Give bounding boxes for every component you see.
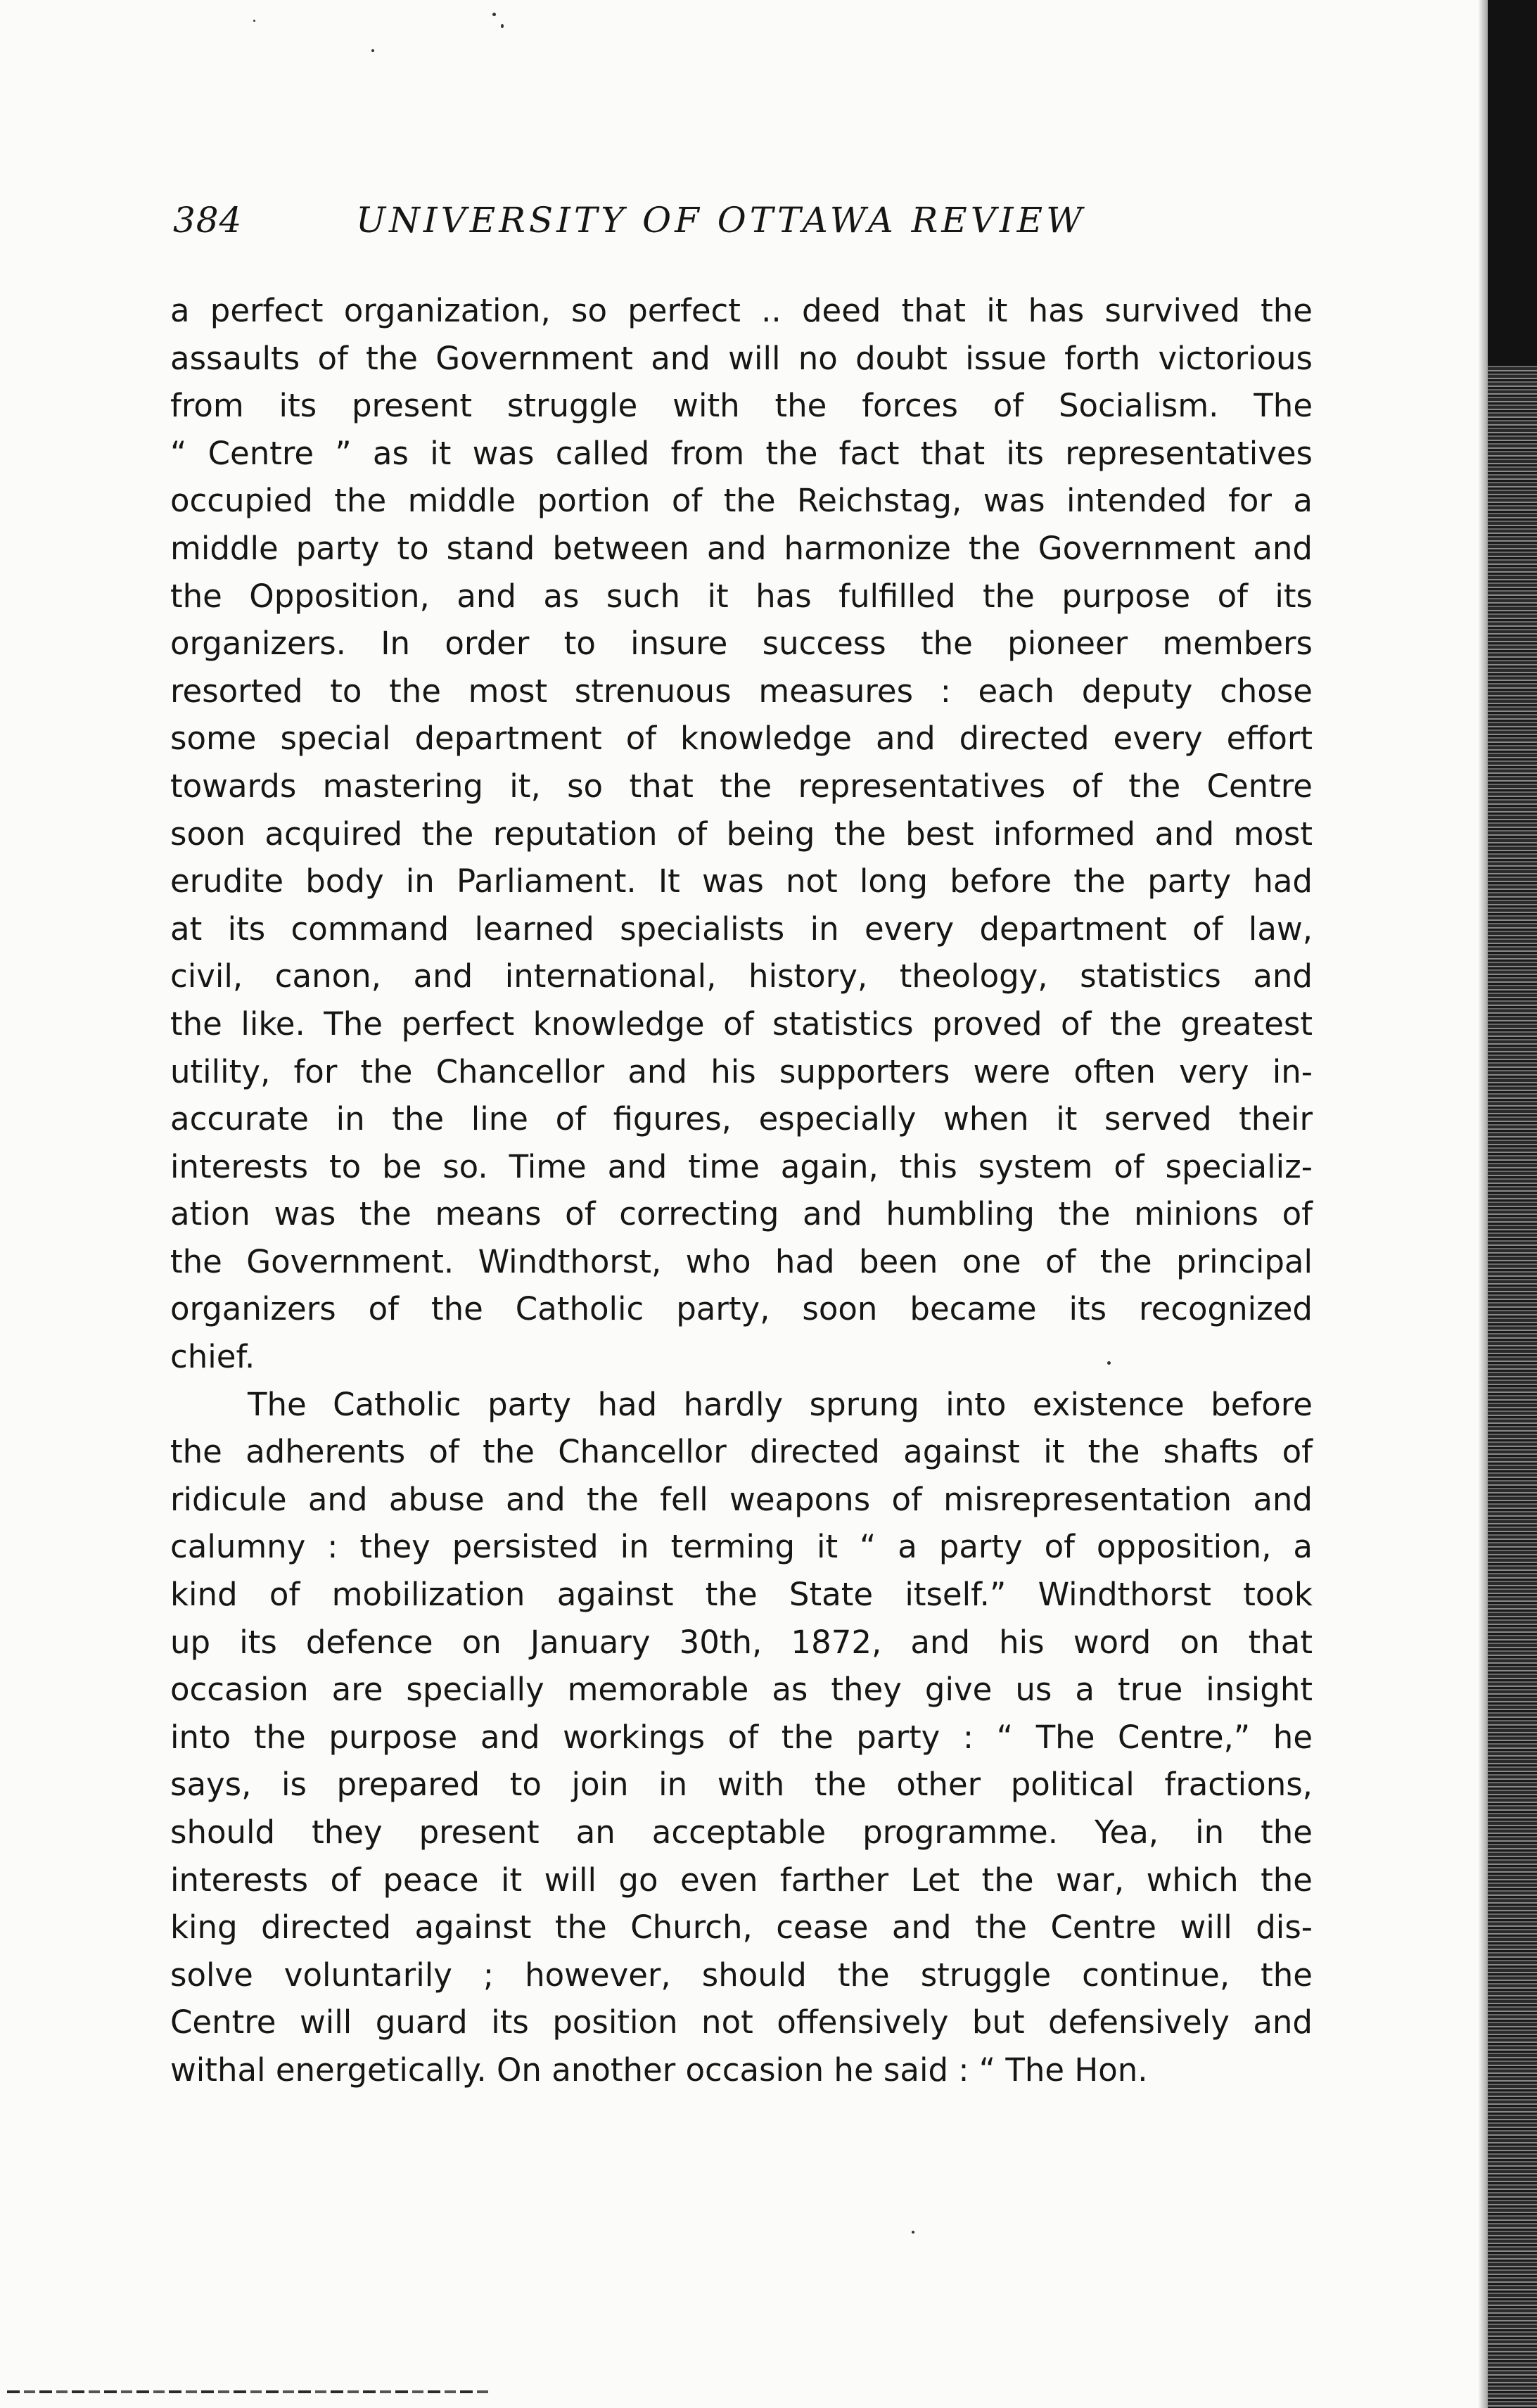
text-line: occasion are specially memorable as they give us a true insight <box>170 1671 1313 1709</box>
paragraph <box>170 1381 1313 2094</box>
text-line: soon acquired the reputation of being the best informed and most <box>170 815 1313 853</box>
text-line: the Opposition, and as such it has fulfilled the purpose of its <box>170 577 1313 615</box>
text-line: interests to be so. Time and time again, this system of specializ- <box>170 1147 1313 1185</box>
page-number: 384 <box>173 200 243 241</box>
text-line: at its command learned specialists in every department of law, <box>170 910 1313 948</box>
text-line: into the purpose and workings of the party : “ The Centre,” he <box>170 1718 1313 1756</box>
text-line: calumny : they persisted in terming it “ a party of opposition, a <box>170 1528 1313 1566</box>
text-line: Centre will guard its position not offensively but defensively and <box>170 2004 1313 2041</box>
scan-speck <box>371 49 374 52</box>
scan-speck <box>492 13 496 16</box>
text-line: a perfect organization, so perfect .. deed that it has survived the <box>170 292 1313 329</box>
text-line: chief. <box>170 1338 255 1376</box>
text-line: ation was the means of correcting and humbling the minions of <box>170 1195 1313 1233</box>
text-line: occupied the middle portion of the Reichstag, was intended for a <box>170 482 1313 520</box>
text-line: says, is prepared to join in with the other political fractions, <box>170 1766 1313 1804</box>
text-line: the Government. Windthorst, who had been one of the principal <box>170 1242 1313 1280</box>
text-line: organizers of the Catholic party, soon became its recognized <box>170 1290 1313 1328</box>
text-line: interests of peace it will go even farther Let the war, which the <box>170 1861 1313 1899</box>
text-line: solve voluntarily ; however, should the struggle continue, the <box>170 1956 1313 1994</box>
text-line: the like. The perfect knowledge of statistics proved of the greatest <box>170 1005 1313 1043</box>
paragraph <box>170 287 1313 1381</box>
text-line: organizers. In order to insure success the pioneer members <box>170 625 1313 663</box>
text-line: The Catholic party had hardly sprung into existence before <box>248 1385 1313 1423</box>
article-body <box>170 287 1313 2094</box>
text-line: accurate in the line of figures, especially when it served their <box>170 1100 1313 1138</box>
text-line: “ Centre ” as it was called from the fact that its representatives <box>170 434 1313 472</box>
running-title: UNIVERSITY OF OTTAWA REVIEW <box>356 200 1086 241</box>
scan-speck <box>253 20 255 22</box>
binding-shadow <box>1488 0 1537 366</box>
text-line: assaults of the Government and will no doubt issue forth victorious <box>170 339 1313 377</box>
text-line: resorted to the most strenuous measures : each deputy chose <box>170 672 1313 710</box>
text-line: some special department of knowledge and directed every effort <box>170 720 1313 758</box>
text-line: kind of mobilization against the State itself.” Windthorst took <box>170 1576 1313 1614</box>
text-line: utility, for the Chancellor and his supporters were often very in- <box>170 1052 1313 1090</box>
bottom-scan-rule <box>7 2390 492 2393</box>
text-line: erudite body in Parliament. It was not long before the party had <box>170 862 1313 900</box>
text-line: towards mastering it, so that the representatives of the Centre <box>170 767 1313 805</box>
page-header <box>173 200 1327 249</box>
text-line: middle party to stand between and harmonize the Government and <box>170 529 1313 567</box>
scan-speck <box>912 2231 914 2234</box>
text-line: civil, canon, and international, history, theology, statistics and <box>170 957 1313 995</box>
scan-speck <box>501 24 504 28</box>
text-line: should they present an acceptable programme. Yea, in the <box>170 1814 1313 1851</box>
text-line: ridicule and abuse and the fell weapons of misrepresentation and <box>170 1480 1313 1518</box>
text-line: up its defence on January 30th, 1872, and his word on that <box>170 1623 1313 1661</box>
text-line: withal energetically. On another occasion he said : “ The Hon. <box>170 2051 1148 2089</box>
text-line: from its present struggle with the forces of Socialism. The <box>170 387 1313 425</box>
text-line: king directed against the Church, cease and the Centre will dis- <box>170 1909 1313 1947</box>
text-line: the adherents of the Chancellor directed against it the shafts of <box>170 1433 1313 1471</box>
